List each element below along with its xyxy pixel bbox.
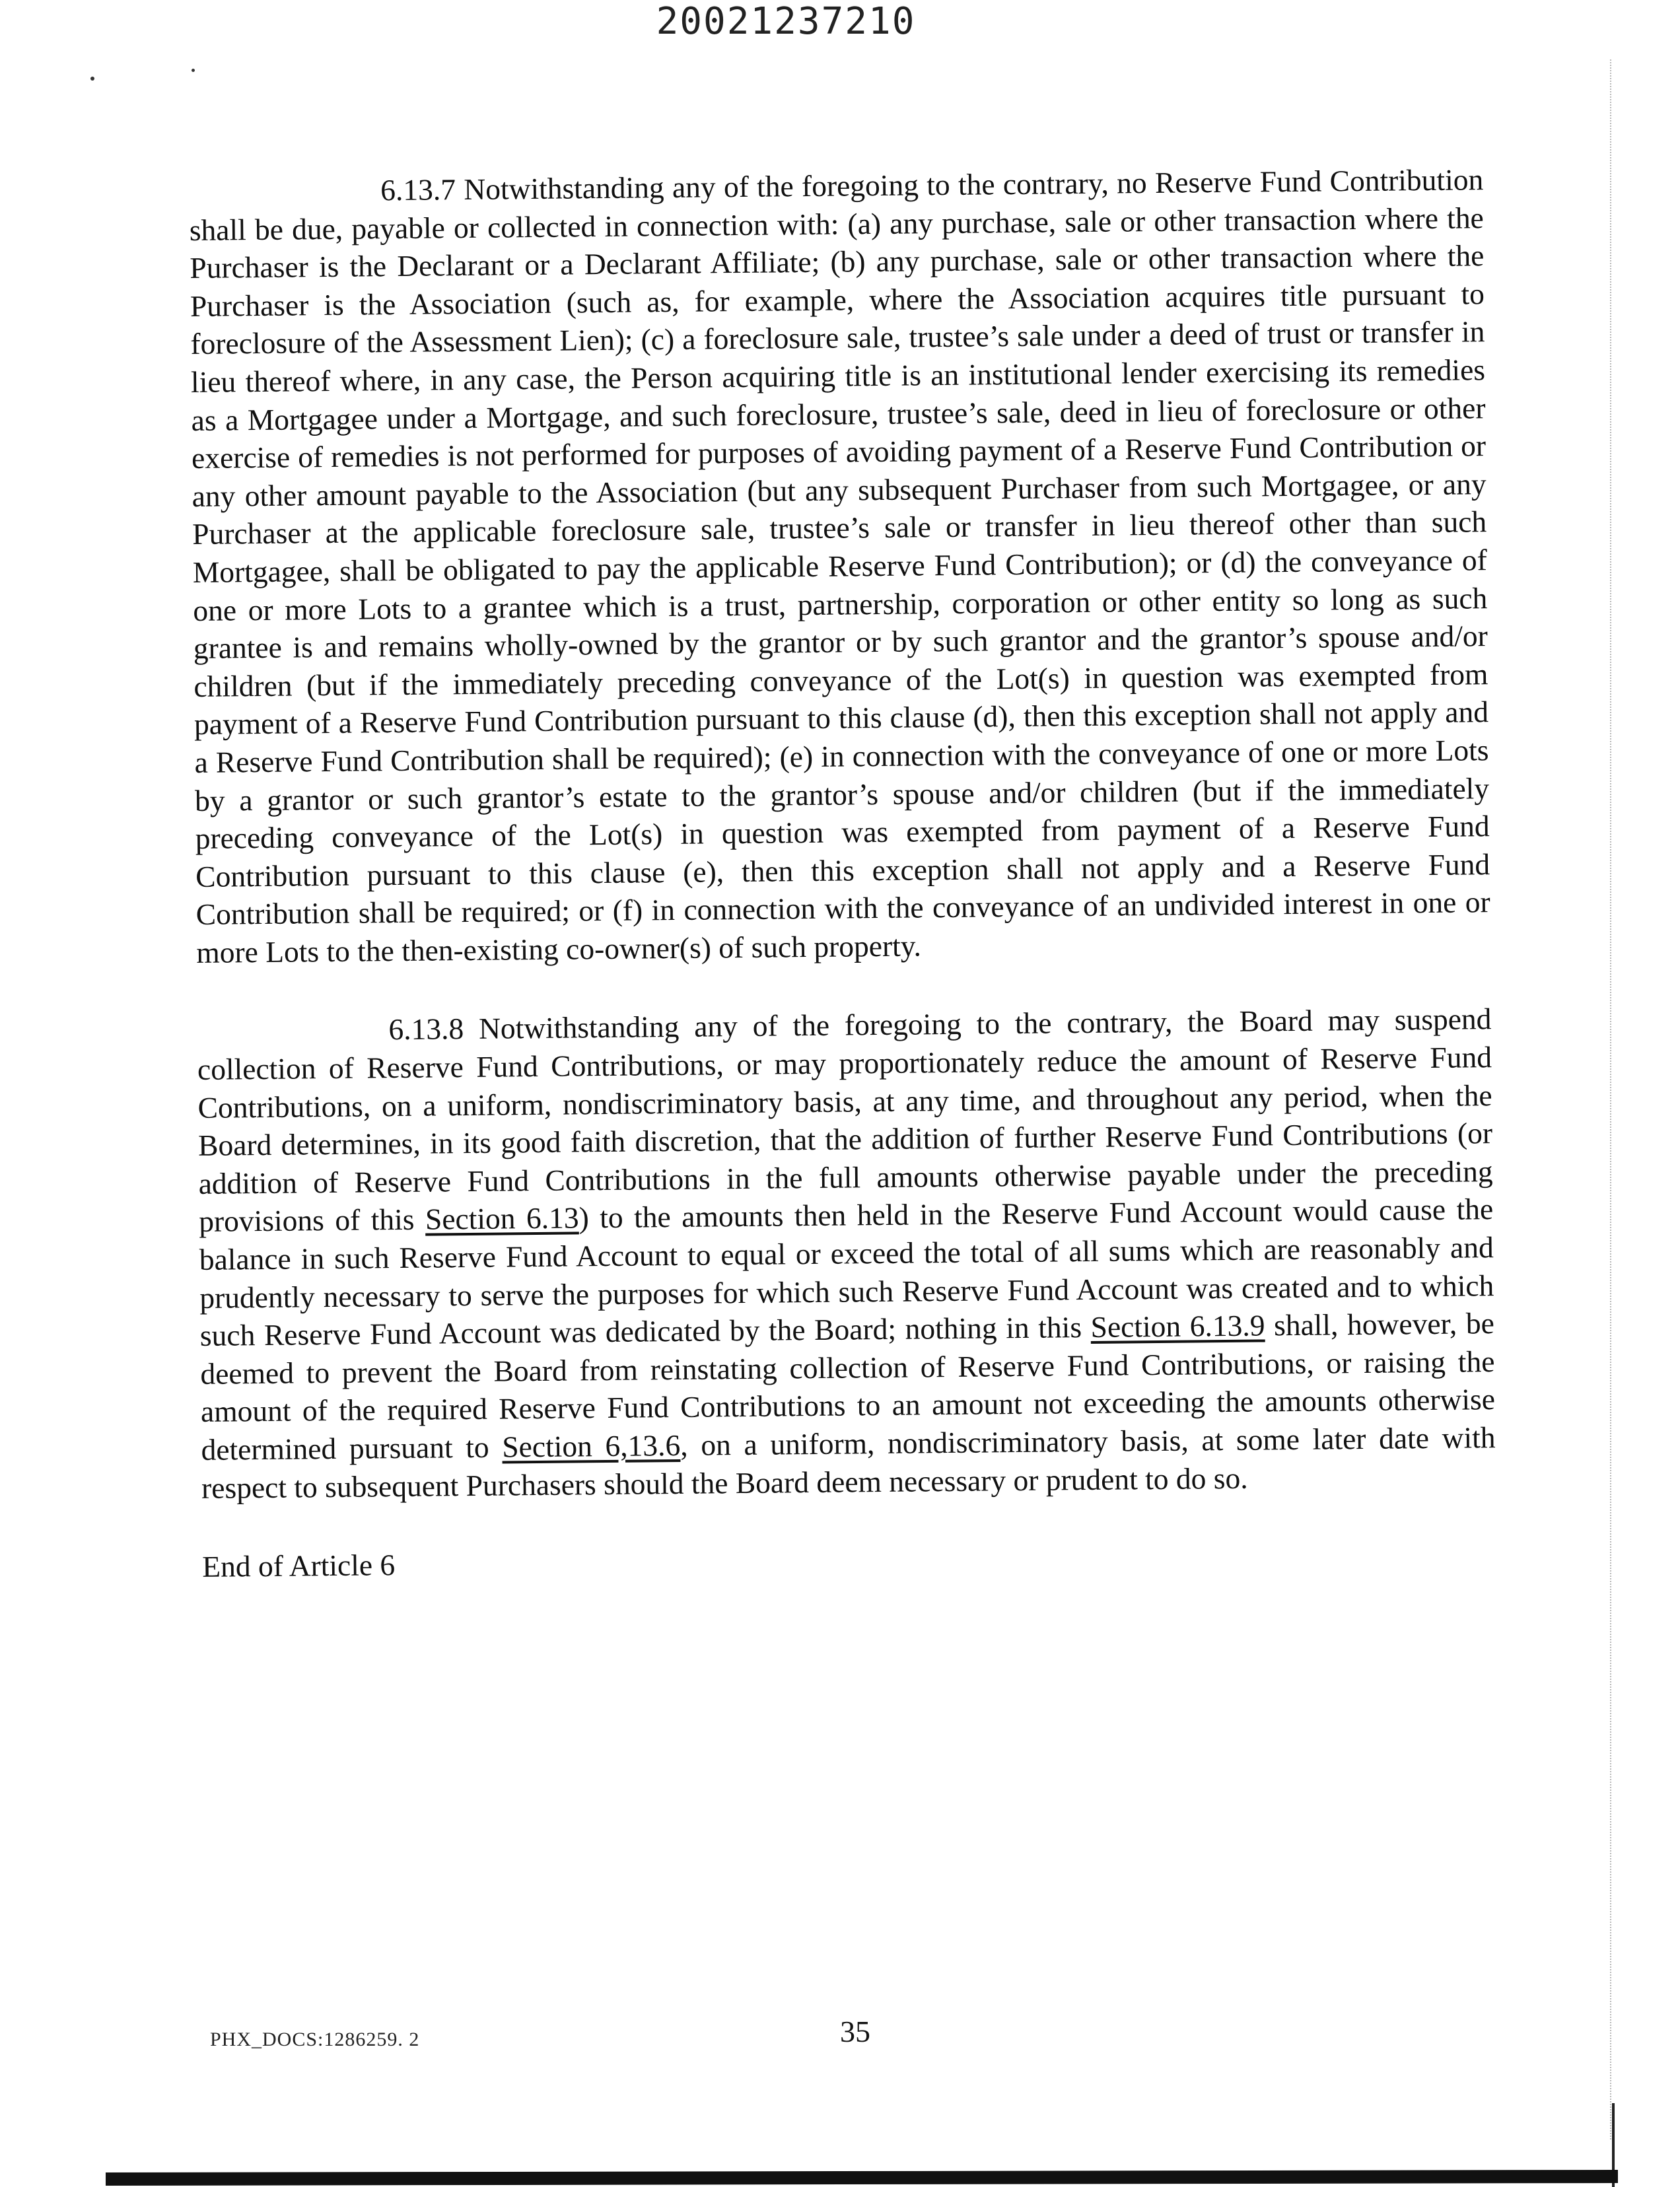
section-reference-link: Section 6.13 — [425, 1200, 579, 1237]
paragraph-6-13-8-text: 6.13.8 Notwithstanding any of the foregoing to the contrary, the Board may suspend collection of Reserve Fund Contributions, or may proportionately reduce the amount of Reserve Fund Contributions, on a uniform, nondiscriminatory basis, at any time, and throughout any period, when the Board determines, in its good faith discretion, that the addition of further Reserve Fund Contributions (or addition of Reserve Fund Contributions in the full amounts otherwise payable under the preceding provisions of this — [197, 1002, 1493, 1239]
paragraph-6-13-8-text: , on a uniform, nondiscriminatory basis, at some later date with respect to subsequent Purchasers should the Board deem necessary or prudent to do so. — [201, 1420, 1496, 1505]
paragraph-6-13-8-text: shall, however, be deemed to prevent the Board from reinstating collection of Reserve Fund Contributions, or raising the amount of the required Reserve Fund Contributions to an amount not exceeding the amounts otherwise determined pursuant to — [200, 1306, 1496, 1467]
scan-speck — [90, 77, 94, 81]
scan-bottom-edge — [106, 2170, 1618, 2186]
footer-document-reference: PHX_DOCS:1286259. 2 — [210, 2029, 420, 2050]
paragraph-6-13-7-text: 6.13.7 Notwithstanding any of the foregoing to the contrary, no Reserve Fund Contribution shall be due, payable or collected in connection with: (a) any purchase, sale or other transaction where the Purchaser is the Declarant or a Declarant Affiliate; (b) any purchase, sale or other transaction where the Purchaser is the Association (such as, for example, where the Association acquires title pursuant to foreclosure of the Assessment Lien); (c) a foreclosure sale, trustee’s sale under a deed of trust or transfer in lieu thereof where, in any case, the Person acquiring title is an institutional lender exercising its remedies as a Mortgagee under a Mortgage, and such foreclosure, trustee’s sale, deed in lieu of foreclosure or other exercise of remedies is not performed for purposes of avoiding payment of a Reserve Fund Contribution or any other amount payable to the Association (but any subsequent Purchaser from such Mortgagee, or any Purchaser at the applicable foreclosure sale, trustee’s sale or transfer in lieu thereof other than such Mortgagee, shall be obligated to pay the applicable Reserve Fund Contribution); or (d) the conveyance of one or more Lots to a grantee which is a trust, partnership, corporation or other entity so long as such grantee is and remains wholly-owned by the grantor or by such grantor and the grantor’s spouse and/or children (but if the immediately preceding conveyance of the Lot(s) in question was exempted from payment of a Reserve Fund Contribution pursuant to this clause (d), then this exception shall not apply and a Reserve Fund Contribution shall be required); (e) in connection with the conveyance of one or more Lots by a grantor or such grantor’s estate to the grantor’s spouse and/or children (but if the immediately preceding conveyance of the Lot(s) in question was exempted from payment of a Reserve Fund Contribution pursuant to this clause (e), then this exception shall not apply and a Reserve Fund Contribution shall be required; or (f) in connection with the conveyance of an undivided interest in one or more Lots to the then-existing co-owner(s) of such property. — [189, 162, 1490, 969]
paragraph-6-13-8-text: ) to the amounts then held in the Reserve Fund Account would cause the balance in such Reserve Fund Account to equal or exceed the total of all sums which are reasonably and prudently necessary to serve the purposes for which such Reserve Fund Account was created and to which such Reserve Fund Account was dedicated by the Board; nothing in this — [199, 1192, 1494, 1353]
scan-edge-marks — [1610, 59, 1617, 2139]
page-number: 35 — [840, 2015, 870, 2048]
section-reference-link: Section 6,13.6 — [502, 1428, 681, 1464]
paragraph-6-13-8 — [197, 1000, 1496, 1507]
scan-speck — [192, 69, 195, 72]
section-reference-link: Section 6.13.9 — [1090, 1308, 1265, 1344]
paragraph-6-13-7 — [189, 160, 1491, 971]
document-id-stamp: 20021237210 — [656, 0, 916, 43]
document-body — [189, 160, 1496, 1585]
article-end-note: End of Article 6 — [202, 1548, 396, 1584]
